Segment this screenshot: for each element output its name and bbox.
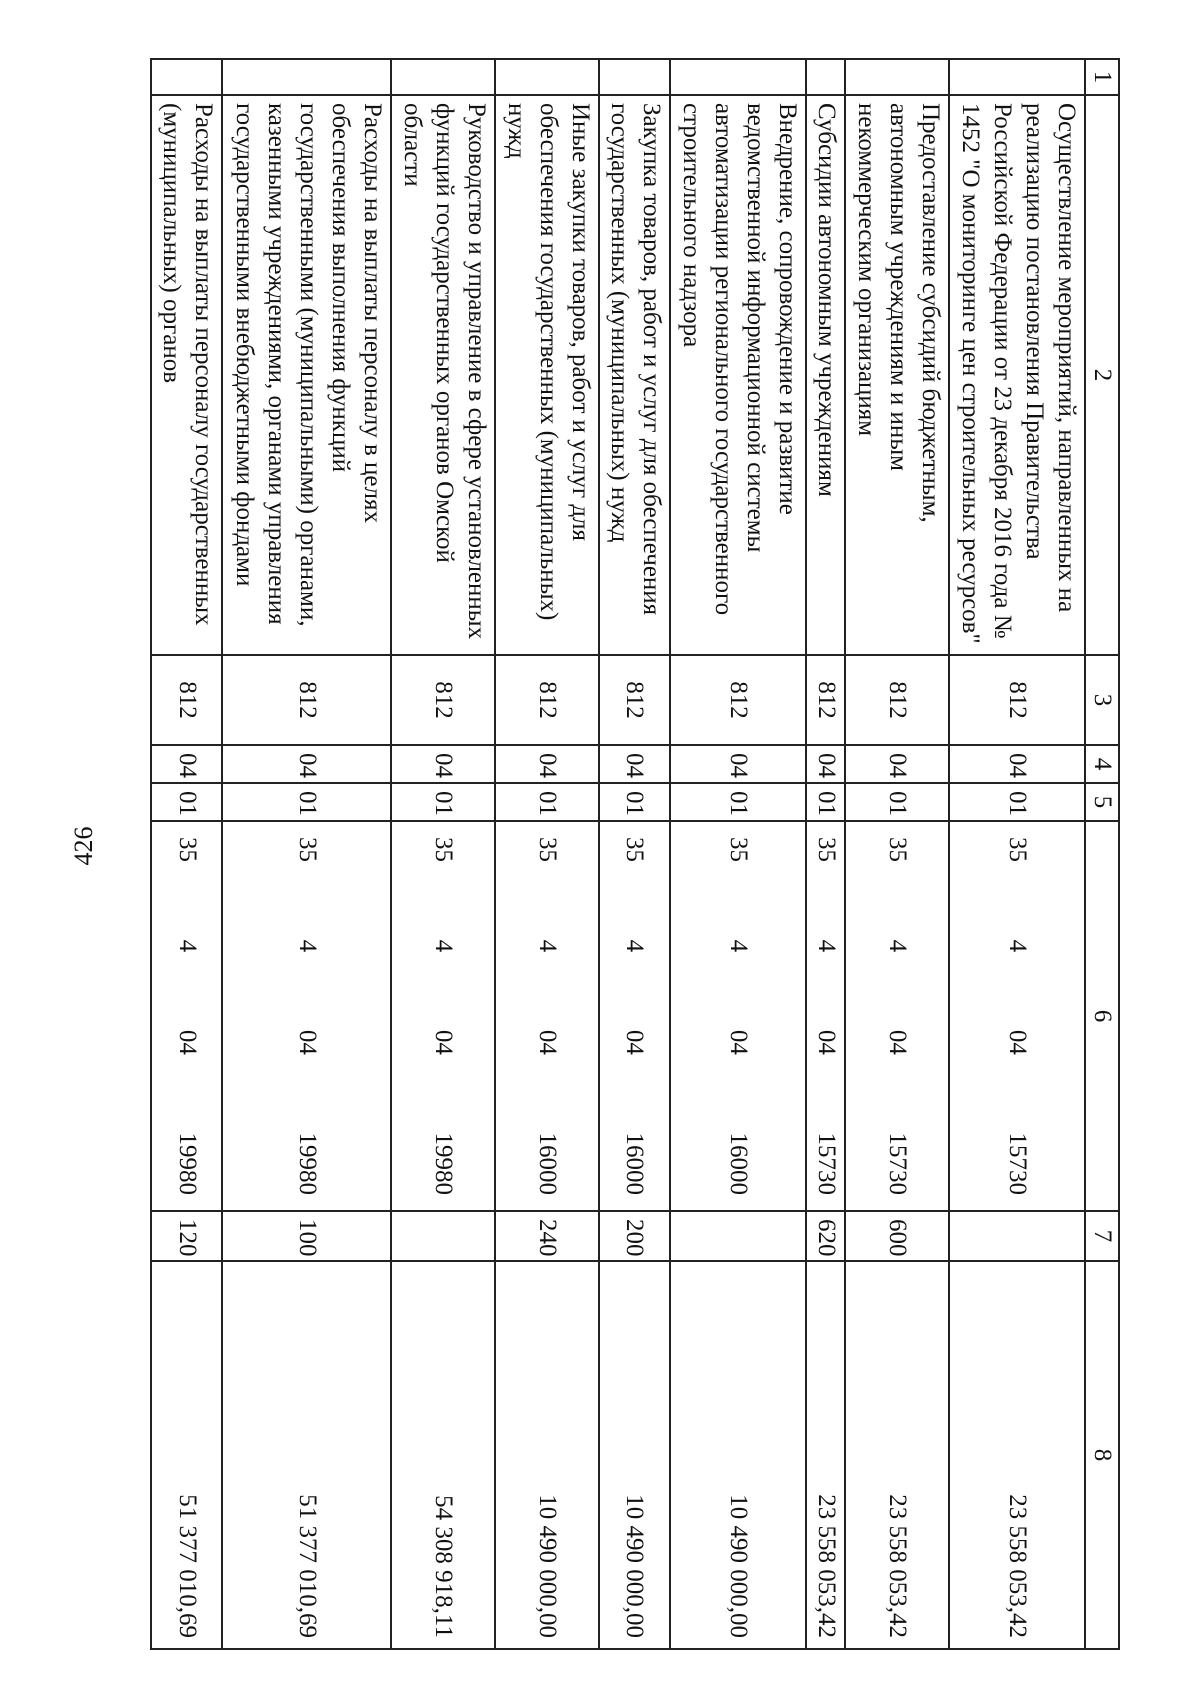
target-article-event: 04: [621, 1029, 649, 1055]
target-article-program: 35: [725, 837, 753, 862]
target-article-program: 35: [1003, 837, 1031, 862]
target-article-direction: 15730: [812, 1132, 840, 1195]
row-expense-type: [670, 1211, 806, 1261]
table-row: [222, 59, 391, 1649]
row-target-article: [151, 821, 222, 1211]
row-subsection-code: 01: [599, 783, 670, 821]
row-amount: 23 558 053,42: [949, 1261, 1085, 1649]
target-article-event: 04: [533, 1029, 561, 1055]
row-number: [670, 59, 806, 95]
row-amount: 10 490 000,00: [495, 1261, 599, 1649]
row-description: Закупка товаров, работ и услуг для обеспечения государственных (муниципальных) нужд: [599, 95, 670, 655]
target-article-event: 04: [173, 1029, 201, 1055]
row-amount: 23 558 053,42: [806, 1261, 845, 1649]
target-article-subprogram: 4: [533, 939, 561, 953]
table-row: [806, 59, 845, 1649]
table-row: [845, 59, 949, 1649]
row-section-code: 04: [845, 745, 949, 783]
table-row: [599, 59, 670, 1649]
row-ministry-code: 812: [391, 655, 495, 745]
row-description: Иные закупки товаров, работ и услуг для обеспечения государственных (муниципальных) нужд: [495, 95, 599, 655]
row-number: [949, 59, 1085, 95]
row-description: Осуществление мероприятий, направленных на реализацию постановления Правительства Российской Федерации от 23 декабря 2016 года № 1452 "О мониторинге цен строительных ресурсов": [949, 95, 1085, 655]
row-ministry-code: 812: [599, 655, 670, 745]
row-number: [845, 59, 949, 95]
row-number: [599, 59, 670, 95]
row-description: Руководство и управление в сфере установленных функций государственных органов Омской области: [391, 95, 495, 655]
row-target-article: [222, 821, 391, 1211]
row-ministry-code: 812: [949, 655, 1085, 745]
row-amount: 10 490 000,00: [670, 1261, 806, 1649]
row-ministry-code: 812: [222, 655, 391, 745]
target-article-direction: 16000: [621, 1132, 649, 1195]
target-article-program: 35: [293, 837, 321, 862]
row-ministry-code: 812: [151, 655, 222, 745]
row-section-code: 04: [599, 745, 670, 783]
row-target-article: [391, 821, 495, 1211]
row-ministry-code: 812: [845, 655, 949, 745]
row-subsection-code: 01: [806, 783, 845, 821]
row-section-code: 04: [151, 745, 222, 783]
target-article-event: 04: [812, 1029, 840, 1055]
header-col-1: 1: [1085, 59, 1119, 95]
row-subsection-code: 01: [495, 783, 599, 821]
row-amount: 51 377 010,69: [151, 1261, 222, 1649]
row-section-code: 04: [222, 745, 391, 783]
row-expense-type: [949, 1211, 1085, 1261]
row-description: Внедрение, сопровождение и развитие ведомственной информационной системы автоматизации регионального государственного строительного надзора: [670, 95, 806, 655]
row-expense-type: [391, 1211, 495, 1261]
header-col-3: 3: [1085, 655, 1119, 745]
table-row: [949, 59, 1085, 1649]
budget-table: [150, 58, 1120, 1650]
row-subsection-code: 01: [222, 783, 391, 821]
target-article-event: 04: [725, 1029, 753, 1055]
row-section-code: 04: [670, 745, 806, 783]
row-number: [806, 59, 845, 95]
row-expense-type: 600: [845, 1211, 949, 1261]
table-row: [670, 59, 806, 1649]
row-section-code: 04: [806, 745, 845, 783]
row-section-code: 04: [949, 745, 1085, 783]
row-subsection-code: 01: [949, 783, 1085, 821]
table-row: [151, 59, 222, 1649]
header-col-5: 5: [1085, 783, 1119, 821]
target-article-subprogram: 4: [430, 939, 458, 953]
target-article-program: 35: [533, 837, 561, 862]
target-article-subprogram: 4: [173, 939, 201, 953]
row-number: [391, 59, 495, 95]
target-article-event: 04: [430, 1029, 458, 1055]
target-article-direction: 19980: [293, 1132, 321, 1195]
target-article-program: 35: [812, 837, 840, 862]
target-article-direction: 15730: [883, 1132, 911, 1195]
table-row: [495, 59, 599, 1649]
target-article-subprogram: 4: [621, 939, 649, 953]
target-article-subprogram: 4: [883, 939, 911, 953]
row-description: Субсидии автономным учреждениям: [806, 95, 845, 655]
row-subsection-code: 01: [845, 783, 949, 821]
row-subsection-code: 01: [151, 783, 222, 821]
header-col-6: 6: [1085, 821, 1119, 1211]
target-article-direction: 16000: [533, 1132, 561, 1195]
row-section-code: 04: [495, 745, 599, 783]
target-article-direction: 15730: [1003, 1132, 1031, 1195]
row-number: [222, 59, 391, 95]
target-article-direction: 16000: [725, 1132, 753, 1195]
row-expense-type: 100: [222, 1211, 391, 1261]
row-ministry-code: 812: [495, 655, 599, 745]
target-article-program: 35: [621, 837, 649, 862]
target-article-subprogram: 4: [725, 939, 753, 953]
target-article-subprogram: 4: [1003, 939, 1031, 953]
row-target-article: [495, 821, 599, 1211]
row-target-article: [845, 821, 949, 1211]
target-article-event: 04: [293, 1029, 321, 1055]
row-amount: 54 308 918,11: [391, 1261, 495, 1649]
row-target-article: [599, 821, 670, 1211]
table-row: [391, 59, 495, 1649]
row-ministry-code: 812: [806, 655, 845, 745]
target-article-program: 35: [883, 837, 911, 862]
target-article-program: 35: [173, 837, 201, 862]
target-article-event: 04: [1003, 1029, 1031, 1055]
header-row: [1085, 59, 1119, 1649]
target-article-direction: 19980: [173, 1132, 201, 1195]
header-col-4: 4: [1085, 745, 1119, 783]
target-article-subprogram: 4: [293, 939, 321, 953]
header-col-2: 2: [1085, 95, 1119, 655]
row-subsection-code: 01: [391, 783, 495, 821]
row-ministry-code: 812: [670, 655, 806, 745]
row-subsection-code: 01: [670, 783, 806, 821]
row-expense-type: 200: [599, 1211, 670, 1261]
row-number: [495, 59, 599, 95]
row-number: [151, 59, 222, 95]
row-amount: 23 558 053,42: [845, 1261, 949, 1649]
rotated-table-container: [150, 58, 1120, 1648]
row-description: Расходы на выплаты персоналу в целях обеспечения выполнения функций государственными (муниципальными) органами, казенными учреждениями, органами управления государственными внебюджетными фондами: [222, 95, 391, 655]
row-amount: 51 377 010,69: [222, 1261, 391, 1649]
row-target-article: [806, 821, 845, 1211]
row-expense-type: 120: [151, 1211, 222, 1261]
header-col-7: 7: [1085, 1211, 1119, 1261]
row-expense-type: 620: [806, 1211, 845, 1261]
target-article-subprogram: 4: [812, 939, 840, 953]
target-article-program: 35: [430, 837, 458, 862]
row-section-code: 04: [391, 745, 495, 783]
row-target-article: [949, 821, 1085, 1211]
target-article-event: 04: [883, 1029, 911, 1055]
row-description: Расходы на выплаты персоналу государственных (муниципальных) органов: [151, 95, 222, 655]
row-description: Предоставление субсидий бюджетным, автономным учреждениям и иным некоммерческим организациям: [845, 95, 949, 655]
row-expense-type: 240: [495, 1211, 599, 1261]
page-number: 426: [69, 826, 98, 866]
table-body: [151, 59, 1085, 1649]
target-article-direction: 19980: [430, 1132, 458, 1195]
row-amount: 10 490 000,00: [599, 1261, 670, 1649]
row-target-article: [670, 821, 806, 1211]
header-col-8: 8: [1085, 1261, 1119, 1649]
